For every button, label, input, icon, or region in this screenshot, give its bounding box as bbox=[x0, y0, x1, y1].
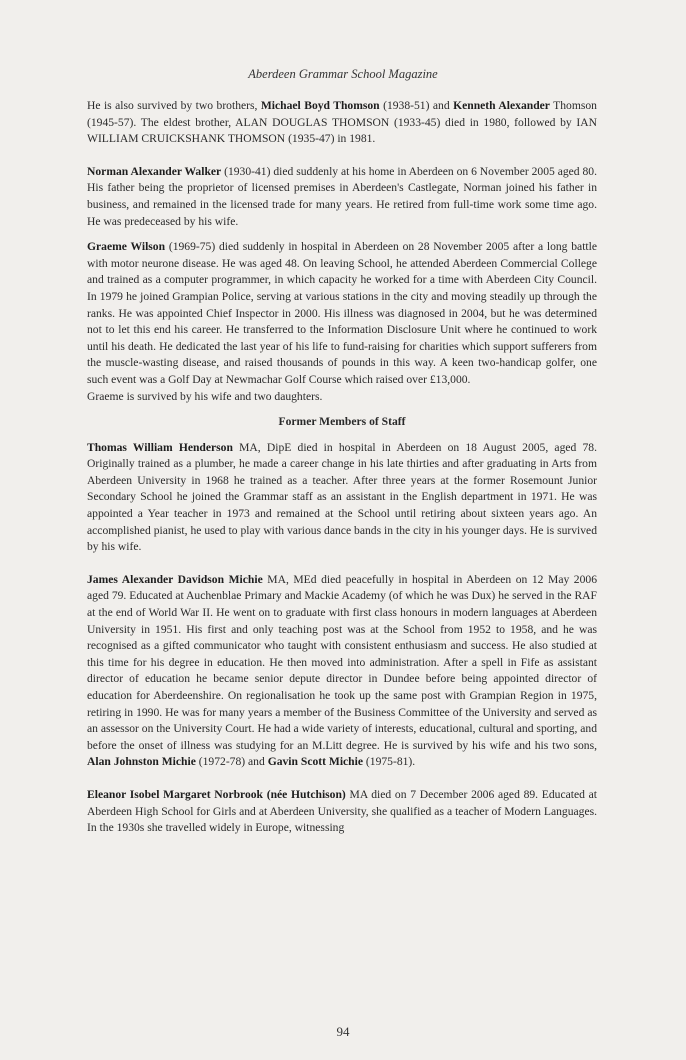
person-name: Gavin Scott Michie bbox=[267, 755, 364, 769]
obituary-walker: Norman Alexander Walker (1930-41) died suddenly at his home in Aberdeen on 6 November 2005 aged 80. His father being the proprietor of licensed premises in Aberdeen's Castlegate, Norman joined his father in business, and remained in the licensed trade for many years. He retired from full-time work some time ago. He was predeceased by his wife. bbox=[87, 164, 597, 228]
paragraph-thomson-brothers: He is also survived by two brothers, Michael Boyd Thomson (1938-51) and Kenneth Alexander Thomson (1945-57). The eldest brother, ALAN DOUGLAS THOMSON (1933-45) died in 1980, followed by IAN WILLIAM CRUICKSHANK THOMSON (1935-47) in 1981. bbox=[87, 99, 597, 146]
obituary-michie: James Alexander Davidson Michie MA, MEd died peacefully in hospital in Aberdeen on 12 May 2006 aged 79. Educated at Auchenblae Primary and Mackie Academy (of which he was Dux) he served in the RAF at the end of World War II. He went on to graduate with first class honours in modern languages at Aberdeen University in 1951. His first and only teaching post was at the School from 1952 to 1958, and he was recognised as a gifted communicator who taught with consistent enthusiasm and success. He also studied at this time for his degree in education. He then moved into administration. After a spell in Fife as assistant director of education he became senior depute director in Dundee before being appointed director of education for Aberdeenshire. On regionalisation he took up the same post with Grampian Region in 1975, retiring in 1990. He was for many years a member of the Business Committee of the University and served as an assessor on the University Court. He had a wide variety of interests, educational, cultural and sporting, and before the onset of illness was studying for an M.Litt degree. He is survived by his wife and his two sons, Alan Johnston Michie (1972-78) and Gavin Scott Michie (1975-81). bbox=[87, 572, 597, 769]
person-name: Norman Alexander Walker bbox=[87, 164, 222, 178]
running-header: Aberdeen Grammar School Magazine bbox=[248, 67, 438, 81]
obituary-text bbox=[87, 98, 597, 837]
section-heading: Former Members of Staff bbox=[278, 415, 406, 429]
person-name: Alan Johnston Michie bbox=[87, 755, 196, 769]
person-name: Eleanor Isobel Margaret Norbrook (née Hutchison) bbox=[87, 787, 346, 801]
obituary-norbrook: Eleanor Isobel Margaret Norbrook (née Hutchison) MA died on 7 December 2006 aged 89. Educated at Aberdeen High School for Girls and at Aberdeen University, she qualified as a teacher of Modern Languages. In the 1930s she travelled widely in Europe, witnessing bbox=[87, 787, 597, 835]
page-number: 94 bbox=[336, 1024, 350, 1039]
obituary-wilson: Graeme Wilson (1969-75) died suddenly in hospital in Aberdeen on 28 November 2005 after a long battle with motor neurone disease. He was aged 48. On leaving School, he attended Aberdeen Commercial College and trained as a computer programmer, in which capacity he worked for a time with Aberdeen City Council. In 1979 he joined Grampian Police, serving at various stations in the city and moving steadily up through the ranks. He was appointed Chief Inspector in 2000. His illness was diagnosed in 2004, but he was determined not to let this end his career. He transferred to the Information Disclosure Unit where he continued to work until his death. He dedicated the last year of his life to fund-raising for charities which support sufferers from the muscle-wasting disease, and raised thousands of pounds in this way. A keen two-handicap golfer, one such event was a Golf Day at Newmachar Golf Course which raised over £13,000. Graeme is survived by his wife and two daughters. bbox=[87, 240, 598, 403]
person-name: James Alexander Davidson Michie bbox=[87, 572, 263, 586]
person-name: Graeme Wilson bbox=[87, 240, 166, 254]
person-name: Michael Boyd Thomson bbox=[260, 99, 380, 112]
person-name: Kenneth Alexander bbox=[453, 99, 550, 112]
obituary-henderson: Thomas William Henderson MA, DipE died in hospital in Aberdeen on 18 August 2005, aged 78. Originally trained as a plumber, he made a career change in his late thirties and after graduating in Arts from Aberdeen University in 1968 he trained as a teacher. After three years at the former Rosemount Junior Secondary School he joined the Grammar staff as an assistant in the English department in 1971. He was appointed a Year teacher in 1973 and remained at the School until retiring about sixteen years ago. An accomplished pianist, he used to play with various dance bands in the city in his younger days. He is survived by his wife. bbox=[87, 440, 597, 554]
person-name: Thomas William Henderson bbox=[87, 440, 233, 454]
